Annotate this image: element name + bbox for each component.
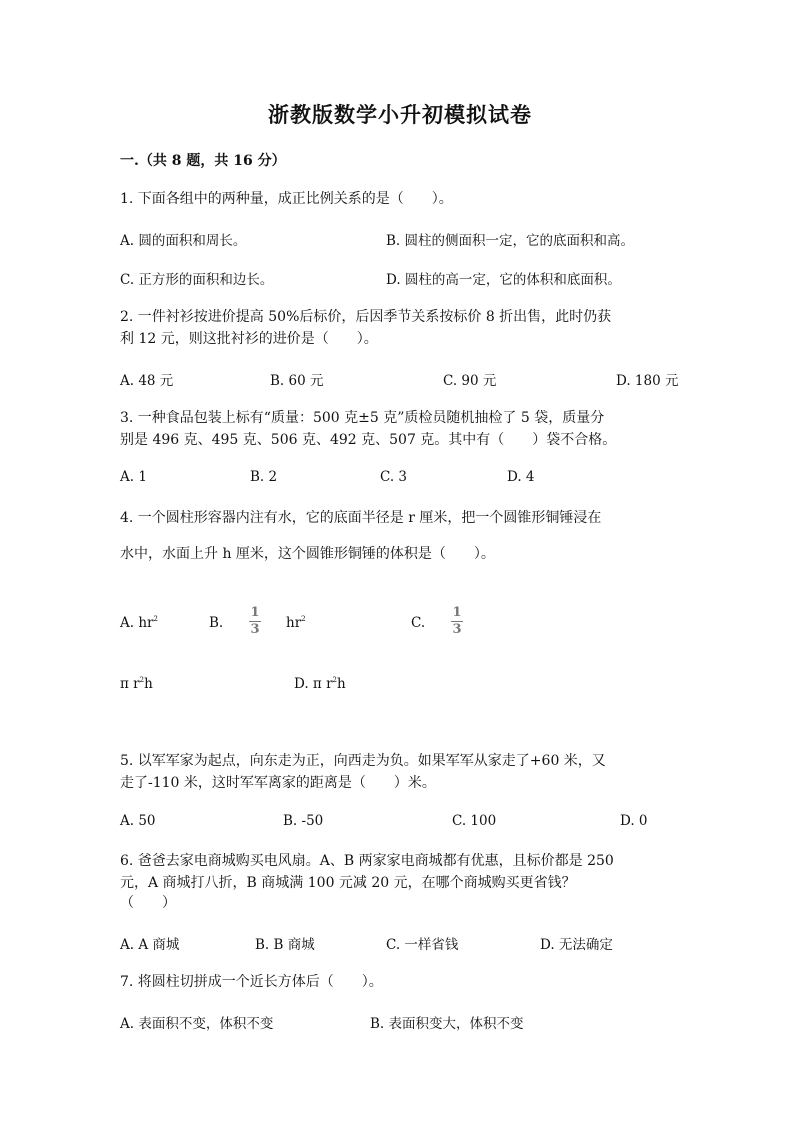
question-6-option-a[interactable]: A. A 商城 — [120, 937, 180, 953]
question-1-option-b[interactable]: B. 圆柱的侧面积一定，它的底面积和高。 — [386, 233, 635, 249]
option-b-expression: $hr^2$ — [286, 615, 306, 631]
question-4-stem-line2: 水中，水面上升 h 厘米，这个圆锥形铜锤的体积是（ ）。 — [120, 546, 495, 562]
question-2-option-c[interactable]: C. 90 元 — [443, 373, 497, 389]
question-7-option-a[interactable]: A. 表面积不变，体积不变 — [120, 1016, 274, 1032]
fraction-denominator: 3 — [452, 622, 462, 637]
question-4-option-c-label[interactable]: C. — [411, 615, 426, 631]
question-1-stem: 1. 下面各组中的两种量，成正比例关系的是（ ）。 — [120, 191, 453, 207]
question-2-stem-line1: 2. 一件衬衫按进价提高 50%后标价，后因季节关系按标价 8 折出售，此时仍获 — [120, 309, 612, 325]
option-b-fraction — [248, 605, 262, 638]
question-2-stem-line2: 利 12 元，则这批衬衫的进价是（ ）。 — [120, 331, 378, 347]
question-7-stem: 7. 将圆柱切拼成一个近长方体后（ ）。 — [120, 974, 383, 990]
question-2-option-d[interactable]: D. 180 元 — [616, 373, 679, 389]
question-6-option-d[interactable]: D. 无法确定 — [540, 937, 613, 953]
question-5-option-a[interactable]: A. 50 — [120, 813, 156, 829]
question-1-option-c[interactable]: C. 正方形的面积和边长。 — [120, 272, 274, 288]
question-6-stem-line2: 元，A 商城打八折，B 商城满 100 元减 20 元，在哪个商城购买更省钱？ — [120, 875, 576, 891]
exponent: 2 — [139, 676, 145, 684]
question-1-option-a[interactable]: A. 圆的面积和周长。 — [120, 233, 247, 249]
question-2-option-b[interactable]: B. 60 元 — [270, 373, 324, 389]
section-heading: 一.（共 8 题，共 16 分） — [120, 153, 286, 169]
question-1-option-d[interactable]: D. 圆柱的高一定，它的体积和底面积。 — [386, 272, 621, 288]
fraction-numerator: 1 — [452, 605, 462, 620]
exponent: 2 — [301, 615, 306, 623]
question-5-stem-line2: 走了-110 米，这时军军离家的距离是（ ）米。 — [120, 775, 436, 791]
option-a-expression: A. hr — [120, 615, 154, 631]
question-2-option-a[interactable]: A. 48 元 — [120, 373, 174, 389]
question-5-option-b[interactable]: B. -50 — [283, 813, 324, 829]
question-5-option-c[interactable]: C. 100 — [452, 813, 497, 829]
option-c-expression-continued: π $r^2h$ — [120, 676, 153, 692]
question-3-option-d[interactable]: D. 4 — [507, 469, 535, 485]
question-3-option-c[interactable]: C. 3 — [380, 469, 408, 485]
question-6-stem-line3: （ ） — [120, 895, 176, 911]
exponent: 2 — [153, 615, 158, 623]
question-3-option-b[interactable]: B. 2 — [250, 469, 278, 485]
question-4-option-d[interactable]: D. π $r^2h$ — [294, 676, 346, 692]
question-3-stem-line1: 3. 一种食品包装上标有“质量：500 克±5 克”质检员随机抽检了 5 袋，质量分 — [120, 410, 605, 426]
question-3-option-a[interactable]: A. 1 — [120, 469, 147, 485]
question-7-option-b[interactable]: B. 表面积变大，体积不变 — [370, 1016, 524, 1032]
question-5-stem-line1: 5. 以军军家为起点，向东走为正，向西走为负。如果军军从家走了+60 米，又 — [120, 753, 606, 769]
question-3-stem-line2: 别是 496 克、495 克、506 克、492 克、507 克。其中有（ ）袋不合格。 — [120, 432, 617, 448]
question-4-option-a[interactable] — [120, 615, 158, 631]
fraction-denominator: 3 — [250, 622, 260, 637]
fraction-numerator: 1 — [250, 605, 260, 620]
question-6-stem-line1: 6. 爸爸去家电商城购买电风扇。A、B 两家家电商城都有优惠，且标价都是 250 — [120, 853, 614, 869]
exponent: 2 — [332, 676, 338, 684]
question-4-stem-line1: 4. 一个圆柱形容器内注有水，它的底面半径是 r 厘米，把一个圆锥形铜锤浸在 — [120, 510, 602, 526]
option-c-fraction — [450, 605, 464, 638]
page-title: 浙教版数学小升初模拟试卷 — [268, 102, 532, 127]
question-6-option-b[interactable]: B. B 商城 — [255, 937, 315, 953]
question-4-option-b-label[interactable]: B. — [209, 615, 224, 631]
question-6-option-c[interactable]: C. 一样省钱 — [386, 937, 459, 953]
question-5-option-d[interactable]: D. 0 — [620, 813, 648, 829]
